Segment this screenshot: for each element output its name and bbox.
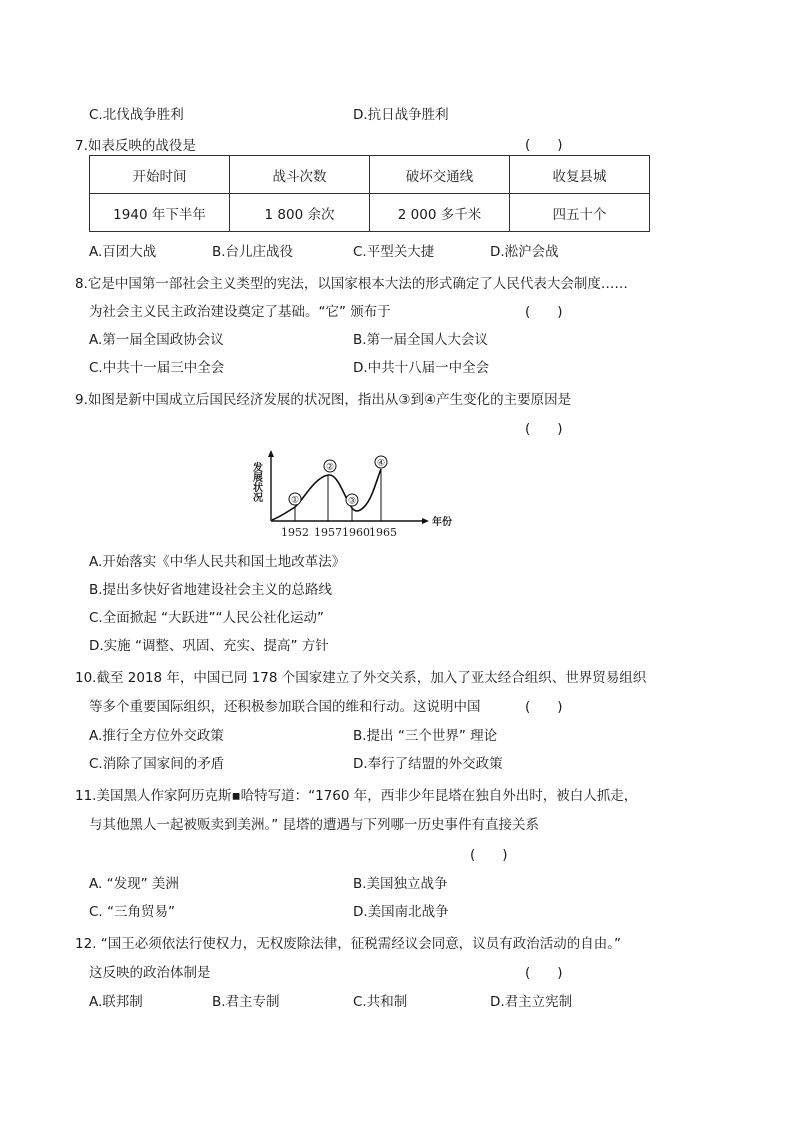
chart-x-arrow [422, 518, 429, 524]
q9-option-d: D.实施 “调整、巩固、充实、提高” 方针 [89, 638, 329, 654]
q11-option-a: A. “发现” 美洲 [89, 876, 179, 892]
chart-point-label-3: ③ [347, 496, 357, 507]
q9-option-a: A.开始落实《中华人民共和国土地改革法》 [89, 554, 346, 570]
table-cell: 四五十个 [510, 194, 650, 232]
q7-option-c: C.平型关大捷 [353, 244, 435, 260]
q11-stem-line2: 与其他黑人一起被贩卖到美洲。” 昆塔的遭遇与下列哪一历史事件有直接关系 [89, 817, 540, 833]
chart-x-tick-1965: 1965 [369, 526, 397, 539]
q10-option-c: C.消除了国家间的矛盾 [89, 756, 225, 772]
table-header-cell: 战斗次数 [230, 156, 370, 194]
q8-option-b: B.第一届全国人大会议 [353, 332, 489, 348]
q9-answer-blank: ( ) [525, 421, 563, 437]
q7-stem: 7.如表反映的战役是 [75, 138, 196, 154]
chart-x-tick-1957: 1957 [314, 526, 342, 539]
chart-series-line [272, 469, 381, 520]
table-header-cell: 收复县城 [510, 156, 650, 194]
q7-option-b: B.台儿庄战役 [212, 244, 294, 260]
q12-option-d: D.君主立宪制 [490, 994, 573, 1010]
table-cell: 2 000 多千米 [370, 194, 510, 232]
q11-option-d: D.美国南北战争 [353, 904, 449, 920]
table-row [90, 194, 650, 232]
q9-stem: 9.如图是新中国成立后国民经济发展的状况图，指出从③到④产生变化的主要原因是 [75, 392, 572, 408]
table-cell: 1940 年下半年 [90, 194, 230, 232]
q9-option-b: B.提出多快好省地建设社会主义的总路线 [89, 582, 333, 598]
q8-option-c: C.中共十一届三中全会 [89, 360, 225, 376]
q12-option-b: B.君主专制 [212, 994, 280, 1010]
chart-xlabel: 年份 [432, 517, 452, 528]
q9-option-c: C.全面掀起 “大跃进”“人民公社化运动” [89, 610, 324, 626]
q8-option-d: D.中共十八届一中全会 [353, 360, 490, 376]
q9-economy-chart [252, 447, 467, 541]
q10-stem-line2: 等多个重要国际组织，还积极参加联合国的维和行动。这说明中国 [89, 699, 481, 715]
q10-stem-line1: 10.截至 2018 年，中国已同 178 个国家建立了外交关系，加入了亚太经合组织、世界贸易组织 [75, 670, 647, 686]
q10-option-a: A.推行全方位外交政策 [89, 728, 224, 744]
q11-answer-blank: ( ) [470, 847, 508, 863]
q12-option-c: C.共和制 [353, 994, 408, 1010]
table-header-cell: 开始时间 [90, 156, 230, 194]
q8-stem-line1: 8.它是中国第一部社会主义类型的宪法，以国家根本大法的形式确定了人民代表大会制度…… [75, 276, 628, 292]
chart-x-tick-1960: 1960 [342, 526, 370, 539]
q7-option-a: A.百团大战 [89, 244, 157, 260]
q8-stem-line2: 为社会主义民主政治建设奠定了基础。“它” 颁布于 [89, 304, 391, 320]
q11-option-c: C. “三角贸易” [89, 904, 175, 920]
q11-stem-line1: 11.美国黑人作家阿历克斯▪哈特写道：“1760 年，西非少年昆塔在独自外出时，被白人抓走， [75, 788, 638, 804]
q8-option-a: A.第一届全国政协会议 [89, 332, 224, 348]
q12-stem-line2: 这反映的政治体制是 [89, 965, 211, 981]
chart-point-label-1: ① [290, 495, 300, 506]
q12-option-a: A.联邦制 [89, 994, 143, 1010]
q8-answer-blank: ( ) [525, 304, 563, 320]
chart-point-label-4: ④ [376, 458, 386, 469]
chart-ylabel: 发展状况 [250, 462, 262, 502]
q10-answer-blank: ( ) [525, 699, 563, 715]
q12-stem-line1: 12. “国王必须依法行使权力，无权废除法律，征税需经议会同意，议员有政治活动的自由。” [75, 936, 621, 952]
table-header-cell: 破坏交通线 [370, 156, 510, 194]
q7-table [89, 155, 650, 232]
table-header-row [90, 156, 650, 194]
q7-answer-blank: ( ) [525, 137, 563, 153]
q10-option-b: B.提出 “三个世界” 理论 [353, 728, 498, 744]
q6-option-d: D.抗日战争胜利 [353, 107, 449, 123]
chart-x-tick-1952: 1952 [281, 526, 309, 539]
q11-option-b: B.美国独立战争 [353, 876, 448, 892]
chart-point-label-2: ② [325, 462, 335, 473]
chart-y-arrow [268, 450, 274, 457]
q12-answer-blank: ( ) [525, 965, 563, 981]
table-cell: 1 800 余次 [230, 194, 370, 232]
q6-option-c: C.北伐战争胜利 [89, 107, 184, 123]
q7-option-d: D.淞沪会战 [490, 244, 559, 260]
q10-option-d: D.奉行了结盟的外交政策 [353, 756, 503, 772]
